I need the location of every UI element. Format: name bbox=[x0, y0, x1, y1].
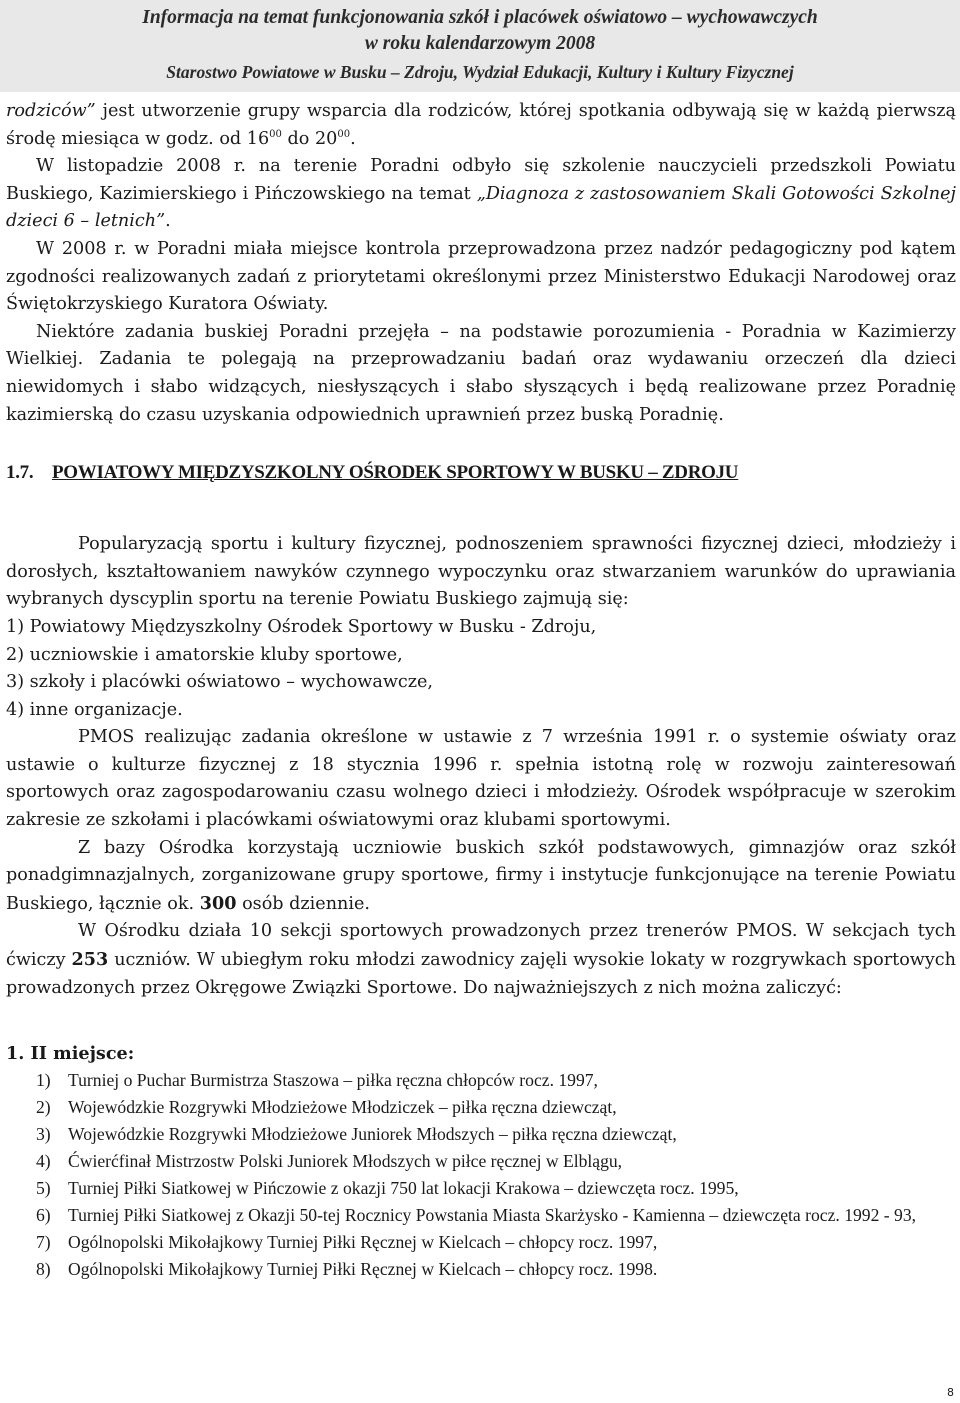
superscript: 00 bbox=[269, 128, 282, 140]
item-text: Turniej Piłki Siatkowej z Okazji 50-tej Rocznicy Powstania Miasta Skarżysko - Kamienna – dziewczęta rocz. 1992 - 93, bbox=[68, 1205, 917, 1226]
list-item bbox=[36, 1175, 956, 1202]
item-number: 7) bbox=[36, 1232, 51, 1253]
item-text: Wojewódzkie Rozgrywki Młodzieżowe Juniorek Młodszych – piłka ręczna dziewcząt, bbox=[68, 1124, 677, 1145]
paragraph-inspection: W 2008 r. w Poradni miała miejsce kontrola przeprowadzona przez nadzór pedagogiczny pod kątem zgodności realizowanych zadań z priorytetami określonymi przez Ministerstwo Edukacji Narodowej oraz Świętokrzyskiego Kuratora Oświaty. bbox=[6, 238, 956, 315]
item-number: 1) bbox=[36, 1070, 51, 1091]
item-number: 4) bbox=[36, 1151, 51, 1172]
list-item bbox=[36, 1148, 956, 1175]
list-item bbox=[36, 1094, 956, 1121]
subheading-second-place: 1. II miejsce: bbox=[6, 1043, 135, 1065]
paragraph-text: . bbox=[165, 211, 171, 232]
list-item: 3) szkoły i placówki oświatowo – wychowawcze, bbox=[6, 672, 434, 693]
paragraph-parents-support bbox=[6, 98, 956, 153]
item-number: 5) bbox=[36, 1178, 51, 1199]
paragraph-text: W listopadzie 2008 r. na terenie Poradni odbyło się szkolenie nauczycieli przedszkoli Powiatu Buskiego, Kazimierskiego i Pińczowskiego na temat bbox=[6, 156, 956, 204]
superscript: 00 bbox=[337, 128, 351, 140]
emphasis-text: „Diagnoza z zastosowaniem Skali Gotowości Szkolnej dzieci 6 – letnich” bbox=[6, 183, 956, 232]
item-text: Ogólnopolski Mikołajkowy Turniej Piłki Ręcznej w Kielcach – chłopcy rocz. 1998. bbox=[68, 1259, 658, 1280]
paragraph-text: uczniów. W ubiegłym roku młodzi zawodnicy zajęli wysokie lokaty w rozgrywkach sportowych prowadzonych przez Okręgowe Związki Sportowe. Do najważniejszych z nich można zaliczyć: bbox=[6, 950, 956, 998]
header-office-line: Starostwo Powiatowe w Busku – Zdroju, Wydział Edukacji, Kultury i Kultury Fizycznej bbox=[166, 62, 794, 82]
paragraph-text: osób dziennie. bbox=[236, 893, 371, 914]
list-item bbox=[36, 1229, 956, 1256]
item-number: 8) bbox=[36, 1259, 51, 1280]
paragraph-training bbox=[6, 153, 956, 236]
header-title-line2: w roku kalendarzowym 2008 bbox=[364, 33, 596, 54]
page-number: 8 bbox=[947, 1386, 954, 1399]
section-title: POWIATOWY MIĘDZYSZKOLNY OŚRODEK SPORTOWY W BUSKU – ZDROJU bbox=[52, 462, 739, 484]
organizations-list bbox=[6, 614, 956, 724]
list-item bbox=[36, 1256, 956, 1283]
highlight-number: 300 bbox=[199, 892, 237, 914]
item-number: 2) bbox=[36, 1097, 51, 1118]
list-item bbox=[36, 1202, 956, 1229]
section-heading bbox=[6, 459, 956, 487]
item-number: 3) bbox=[36, 1124, 51, 1145]
header-title-line1: Informacja na temat funkcjonowania szkół i placówek oświatowo – wychowawczych bbox=[142, 7, 818, 28]
paragraph-intro: Popularyzacją sportu i kultury fizycznej, podnoszeniem sprawności fizycznej dzieci, młodzieży i dorosłych, kształtowaniem nawyków czynnego wypoczynku oraz stwarzaniem warunków do uprawiania wybranych dyscyplin sportu na terenie Powiatu Buskiego zajmują się: bbox=[6, 534, 956, 610]
paragraph-sections bbox=[6, 918, 956, 1002]
paragraph-text: do 20 bbox=[281, 128, 338, 149]
paragraph-text: Z bazy Ośrodka korzystają uczniowie buskich szkół podstawowych, gimnazjów oraz szkół ponadgimnazjalnych, zorganizowane grupy sportowe, firmy i instytucje funkcjonujące na terenie Powiatu Buskiego, łącznie ok. bbox=[6, 837, 956, 914]
paragraph-tasks: Niektóre zadania buskiej Poradni przejęła – na podstawie porozumienia - Poradnia w Kazimierzy Wielkiej. Zadania te polegają na przeprowadzaniu badań oraz wydawaniu orzeczeń dla dzieci niewidomych i słabo widzących, niesłyszących i słabo słyszących i będą realizowane przez Poradnię kazimierską do czasu uzyskania odpowiednich uprawnień przez buską Poradnię. bbox=[6, 321, 956, 425]
item-text: Turniej Piłki Siatkowej w Pińczowie z okazji 750 lat lokacji Krakowa – dziewczęta rocz. 1995, bbox=[68, 1178, 739, 1199]
paragraph-text: W Ośrodku działa 10 sekcji sportowych prowadzonych przez trenerów PMOS. W sekcjach tych ćwiczy bbox=[6, 921, 956, 971]
paragraph-text: . bbox=[350, 128, 356, 149]
emphasis-text: rodziców” bbox=[6, 101, 96, 121]
item-text: Turniej o Puchar Burmistrza Staszowa – piłka ręczna chłopców rocz. 1997, bbox=[68, 1070, 598, 1091]
section-number: 1.7. bbox=[6, 462, 34, 484]
list-item: 1) Powiatowy Międzyszkolny Ośrodek Sportowy w Busku - Zdroju, bbox=[6, 616, 597, 637]
document-body bbox=[6, 98, 956, 1283]
paragraph-text: jest utworzenie grupy wsparcia dla rodziców, której spotkania odbywają się w każdą pierwszą środę miesiąca w godz. od 16 bbox=[6, 101, 956, 149]
paragraph-pmos: PMOS realizując zadania określone w ustawie z 7 września 1991 r. o systemie oświaty oraz ustawie o kulturze fizycznej z 18 stycznia 1996 r. spełnia istotną rolę w rozwoju zainteresowań sportowych oraz zagospodarowaniu czasu wolnego dzieci i młodzieży. Ośrodek współpracuje w szerokim zakresie ze szkołami i placówkami oświatowymi oraz klubami sportowymi. bbox=[6, 727, 956, 831]
paragraph-facility bbox=[6, 835, 956, 919]
item-text: Ogólnopolski Mikołajkowy Turniej Piłki Ręcznej w Kielcach – chłopcy rocz. 1997, bbox=[68, 1232, 658, 1253]
item-text: Wojewódzkie Rozgrywki Młodzieżowe Młodziczek – piłka ręczna dziewcząt, bbox=[68, 1097, 617, 1118]
list-item bbox=[36, 1121, 956, 1148]
highlight-number: 253 bbox=[71, 949, 109, 971]
list-item bbox=[36, 1067, 956, 1094]
item-number: 6) bbox=[36, 1205, 51, 1226]
item-text: Ćwierćfinał Mistrzostw Polski Juniorek Młodszych w piłce ręcznej w Elblągu, bbox=[68, 1151, 623, 1172]
list-item: 4) inne organizacje. bbox=[6, 699, 183, 720]
results-list bbox=[36, 1067, 956, 1283]
page-header bbox=[0, 0, 960, 92]
list-item: 2) uczniowskie i amatorskie kluby sportowe, bbox=[6, 644, 403, 665]
